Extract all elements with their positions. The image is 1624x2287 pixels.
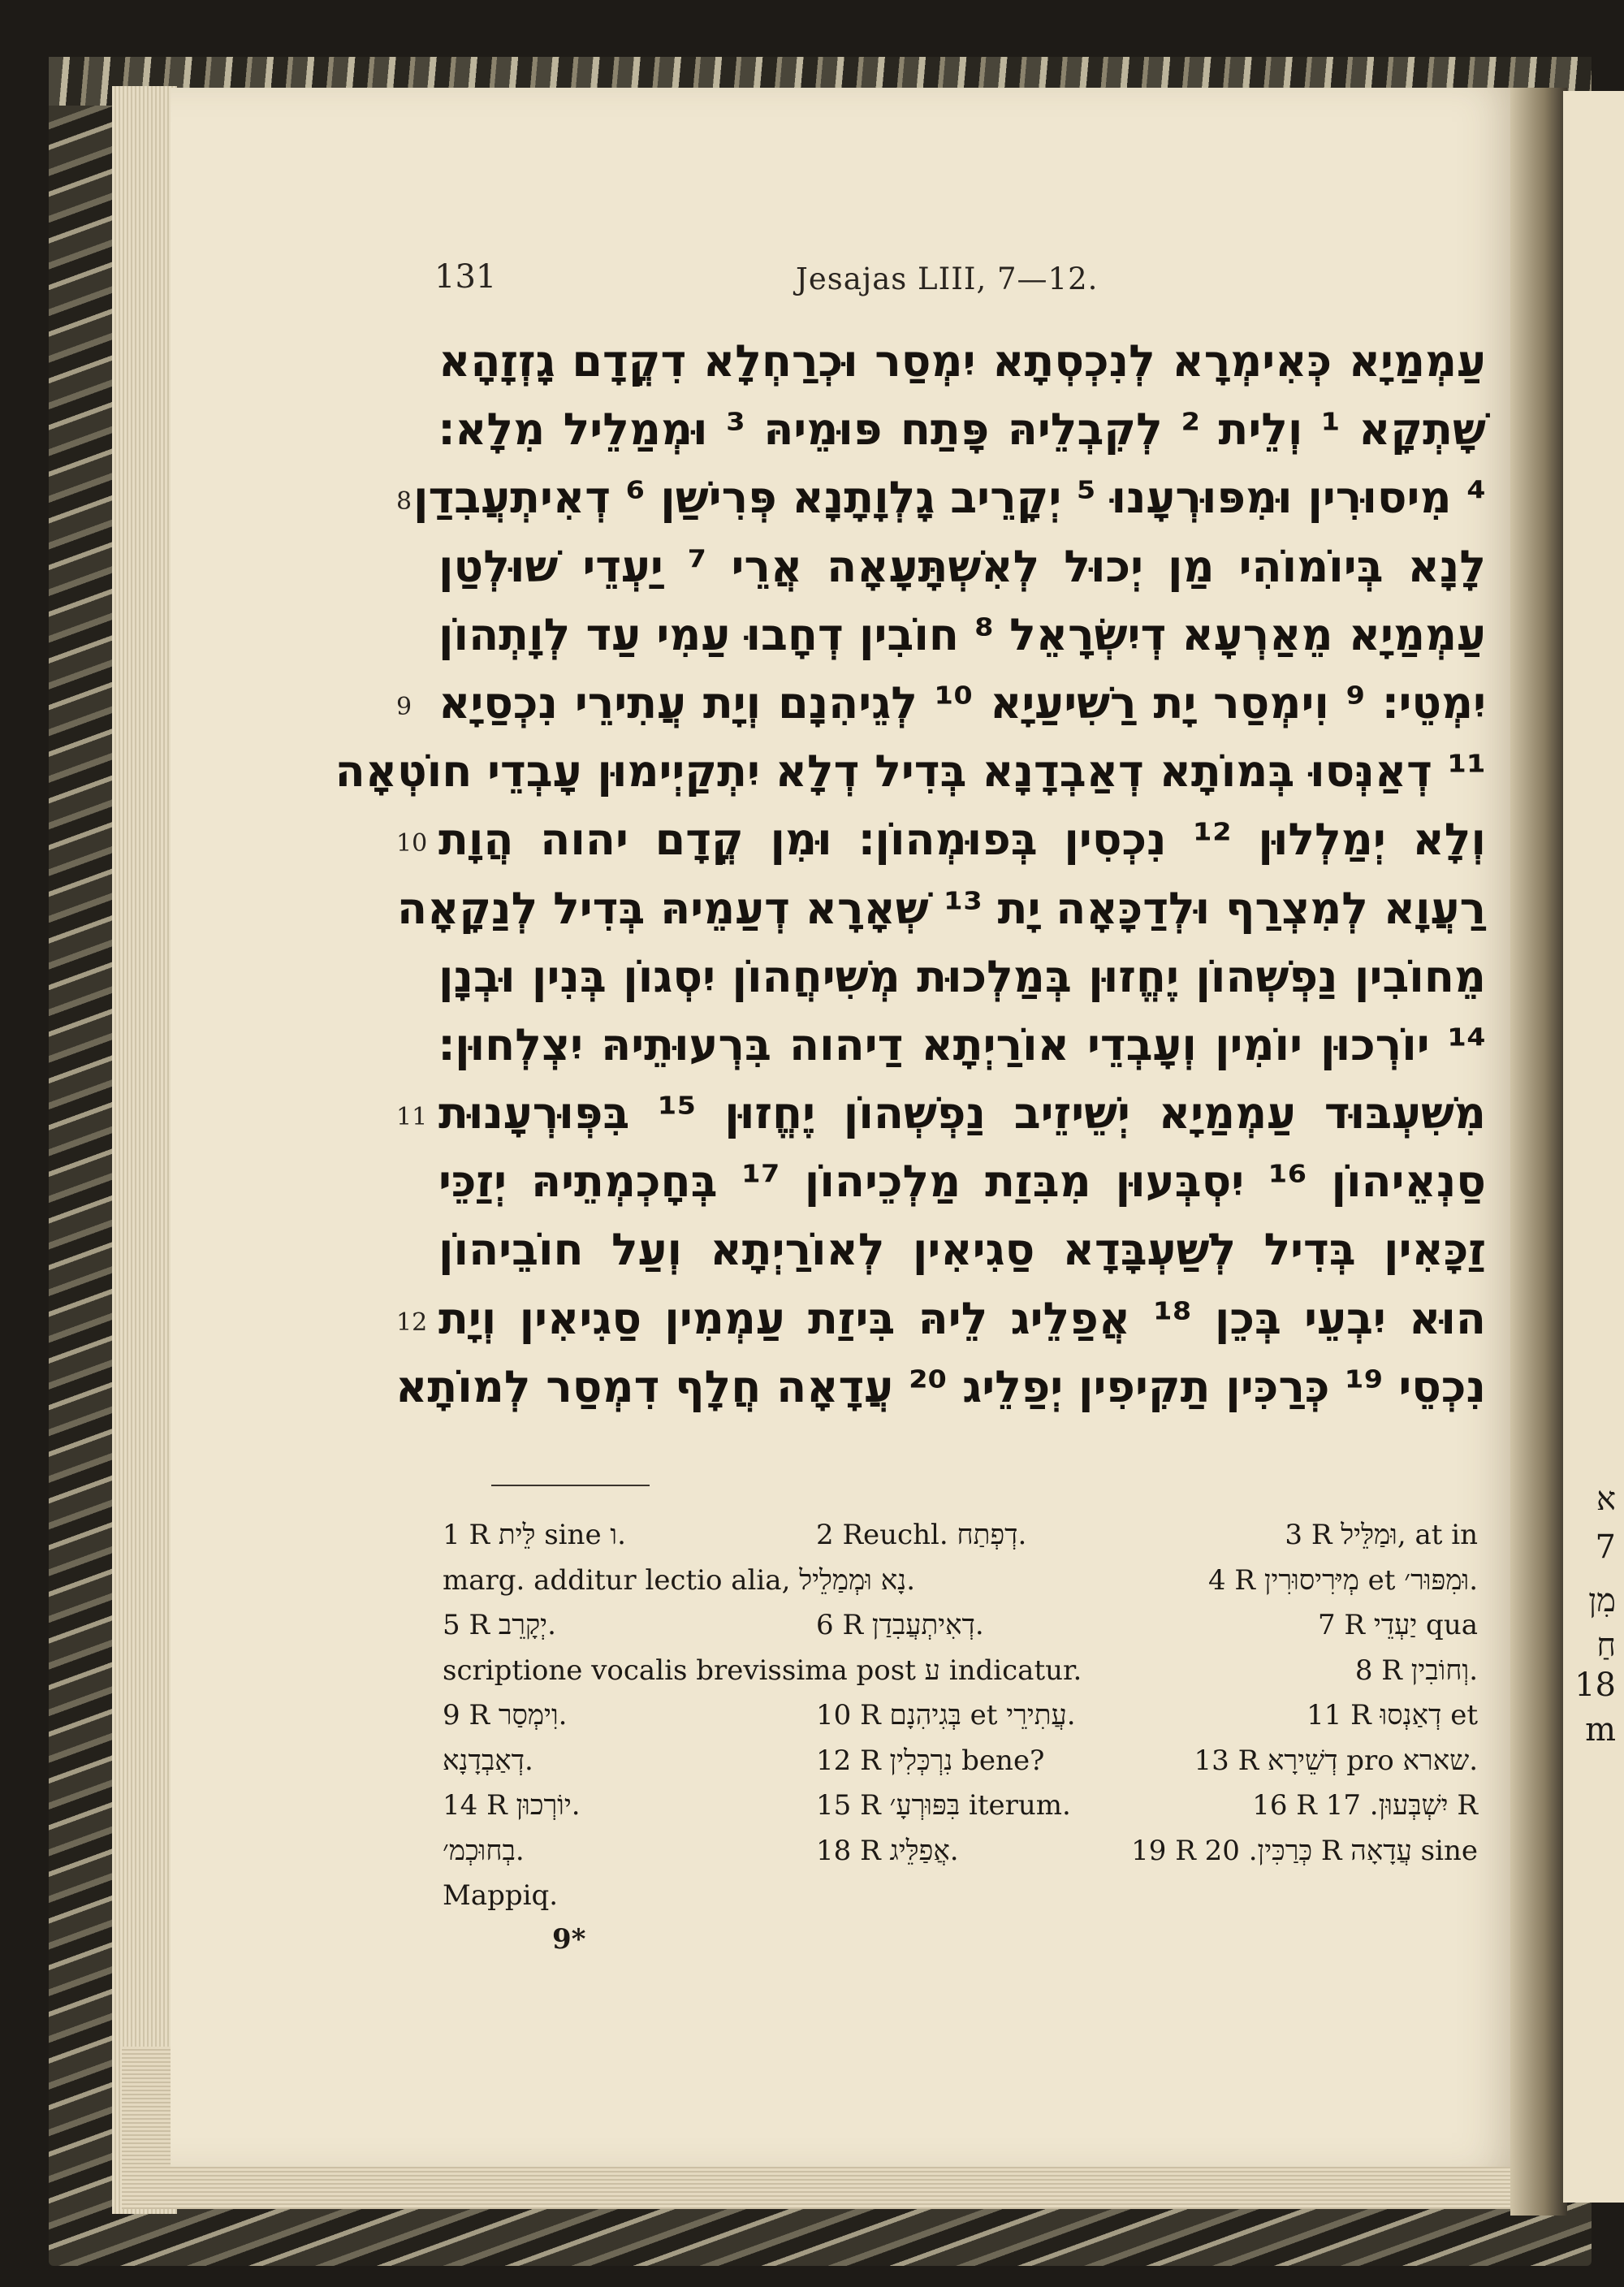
facing-page: [1563, 91, 1624, 2203]
text-line: [382, 1017, 1486, 1085]
footnote: Mappiq.: [443, 1879, 559, 1912]
hebrew-line: ⁴ מִיסוּרִין וּמִפּוּרְעָנוּ ⁵ יְקָרֵיב גָלְוָתָנָא פְּרִישַׁן ⁶ דְאִיתְעֲבִדַן: [413, 472, 1486, 524]
footnote: 14 R יוֹרְכוּן.: [443, 1789, 581, 1822]
footnote: 1 R לֵּית sine ו.: [443, 1519, 626, 1551]
footnote: בְחוּכְמ׳.: [443, 1834, 525, 1867]
verse-number: 9: [396, 692, 412, 721]
footnote-row: [443, 1835, 1478, 1880]
hebrew-line: עַמְמַיָא מֵאַרְעָא דְיִשְׂרָאֵל ⁸ חוֹבִין דְחָבוּ עַמִי עַד לְוָתְהוֹן: [438, 608, 1486, 660]
footnote: 5 R יְקָרֵב.: [443, 1609, 556, 1641]
footnote: 19 R כְּרַכִּין. 20 R עֲדָאָה sine: [1131, 1834, 1478, 1867]
footnote: 11 R דְאַנְסוּ et: [1307, 1699, 1478, 1731]
footnote: 6 R דְאִיתְעֲבִדַן.: [816, 1609, 984, 1641]
text-line: [382, 469, 1486, 538]
hebrew-line: ¹¹ דְאַנְּסוּ בְּמוֹתָא דְאַבְדָנָא בְּדִיל דְלָא יִתְקַיְימוּן עָבְדֵי חוֹטְאָה: [335, 746, 1486, 798]
hebrew-line: מִשִׁעְבּוּד עַמְמַיָא יְשֵׁיזֵיב נַפְשְׁהוֹן יֶחֱזוּן ¹⁵ בִּפְּוּרְעָנוּת: [438, 1087, 1487, 1139]
text-line: [382, 1153, 1486, 1221]
text-line: [382, 538, 1486, 607]
hebrew-line: ¹⁴ יוֹרְכוּן יוֹמִין וְעָבְדֵי אוֹרַיְתָא דַיהוה בִּרְעוּתֵיהּ יִצְלְחוּן׃: [438, 1018, 1486, 1070]
footnote: 3 R וּמַלֵּיל, at in: [1285, 1519, 1478, 1551]
hebrew-line: רַעֲוָא לְמִצְרַף וּלְדַכָּאָה יָת ¹³ שְׁאָרָא דְעַמֵיהּ בְּדִיל לְנַקָאָה: [396, 882, 1486, 934]
facing-page-fragment: חַ: [1596, 1627, 1616, 1664]
hebrew-line: מֵחוֹבִין נַפְשְׁהוֹן יֶחֱזוּן בְּמַלְכוּת מְשִׁיחֲהוֹן יִסְגוֹן בְּנִין וּבְנָן: [438, 950, 1486, 1002]
hebrew-line: יִמְטֵי׃ ⁹ וִימְסַר יָת רַשִׁיעַיָא ¹⁰ לְגֵיהִנָם וְיָת עֲתִירֵי נִכְסַיָא: [438, 677, 1487, 728]
running-title: Jesajas LIII, 7—12.: [796, 262, 1099, 296]
text-line: [382, 949, 1486, 1017]
text-line: [382, 675, 1486, 743]
book-gutter: [1510, 88, 1567, 2216]
text-line: [382, 811, 1486, 880]
text-line: [335, 743, 1486, 811]
footnotes: [443, 1519, 1478, 1925]
footnote-row: [443, 1789, 1478, 1835]
text-line: [382, 401, 1486, 469]
verse-number: 11: [396, 1103, 428, 1132]
facing-page-fragment: מִן: [1588, 1582, 1616, 1619]
footnote: scriptione vocalis brevissima post ע indicatur.: [443, 1654, 1082, 1687]
footnote: 18 R אֲפַלֵּיג.: [816, 1834, 959, 1867]
page-header: [434, 258, 1482, 299]
footnote-row: [443, 1699, 1478, 1744]
text-line: [382, 1085, 1486, 1153]
signature-mark: 9*: [552, 1923, 586, 1956]
footnote: 10 R בְּגִיהִנָם et עֲתִירֵי.: [816, 1699, 1076, 1731]
text-line: [382, 880, 1486, 949]
footnote: 8 R וְחוֹבִין.: [1354, 1654, 1478, 1687]
footnote-row: [443, 1879, 1478, 1925]
footnote-row: [443, 1609, 1478, 1654]
text-line: [382, 607, 1486, 675]
footnote: 15 R בִּפּוּרְעָ׳ iterum.: [816, 1789, 1071, 1822]
facing-page-fragment: m: [1585, 1711, 1616, 1749]
verse-number: 10: [396, 829, 428, 858]
verse-number: 12: [396, 1308, 428, 1337]
hebrew-line: שָׁתְקָא ¹ וְלֵית ² לְקִבְלֵיהּ פָּתַח פּוּמֵיהּ ³ וּמְמַלֵיל מִלָא׃: [438, 404, 1487, 456]
hebrew-line: עַמְמַיָא כְּאִימְרָא לְנִכְסְתָא יִמְסַר וּכְרַחְלָא דִקֳדָם גָזְזָהָא: [438, 335, 1486, 387]
text-line: [382, 1359, 1486, 1427]
footnote-row: [443, 1519, 1478, 1564]
footnote: 2 Reuchl. דְפְתַח.: [816, 1519, 1027, 1551]
facing-page-fragment: א: [1596, 1481, 1616, 1518]
footnote: 13 R דְשֵׁירָא pro שארא.: [1194, 1744, 1478, 1777]
page-stack-edge: [112, 86, 177, 2214]
footnote: 4 R מְיּרִיסוּרִין et וּמִפּוּר׳.: [1207, 1563, 1478, 1597]
text-line: [382, 1290, 1486, 1359]
hebrew-line: הוּא יִבְעֵי בְּכֵן ¹⁸ אֲפַלֵיג לֵיהּ בִּיזַת עַמְמִין סַגִיאִין וְיָת: [438, 1292, 1486, 1344]
facing-page-fragment: 18: [1574, 1667, 1616, 1704]
footnote: marg. additur lectio alia, נָא וּמְמַלֵיל.: [443, 1563, 916, 1597]
hebrew-line: נִכְסֵי ¹⁹ כְּרַכִּין תַקִיפִין יְפַלֵיג ²⁰ עֲדָאָה חֲלָף דִמְסַר לְמוֹתָא: [395, 1360, 1486, 1412]
verse-number: 8: [396, 487, 412, 517]
hebrew-line: וְלָא יְמַלְלוּן ¹² נִכְסִין בְּפוּמְהוֹן׃ וּמִן קֳדָם יהוה הֲוָת: [438, 814, 1486, 866]
footnote: דְאַבְדָנָא.: [443, 1744, 533, 1777]
hebrew-text-block: [335, 333, 1487, 1427]
text-line: [382, 333, 1486, 401]
footnote-row: [443, 1564, 1478, 1610]
facing-page-fragment: 7: [1595, 1528, 1616, 1566]
page-number: 131: [434, 258, 497, 296]
footnote-rule: [491, 1485, 650, 1486]
footnote: 16 R יִשְׁבְּעוּן. 17 R: [1252, 1789, 1478, 1822]
footnote-row: [443, 1654, 1478, 1700]
hebrew-line: לָנָא בְּיוֹמוֹהִי מַן יְכוּל לְאִשְׁתָּעָאָה אֲרֵי ⁷ יַעְדֵי שׁוּלְטַן: [438, 540, 1486, 592]
footnote: 7 R יַעְדֵי qua: [1317, 1609, 1478, 1641]
footnote-row: [443, 1744, 1478, 1790]
footnote: 9 R וִימְסַר.: [443, 1699, 568, 1731]
hebrew-line: זַכָּאִין בְּדִיל לְשַׁעְבָּדָא סַגִיאִין לְאוֹרַיְתָא וְעַל חוֹבֵיהוֹן: [438, 1224, 1486, 1276]
hebrew-line: סַנְאֵיהוֹן ¹⁶ יִסְבְּעוּן מִבִּזַת מַלְכֵיהוֹן ¹⁷ בְּחָכְמְתֵיהּ יְזַכֵּי: [438, 1156, 1487, 1208]
footnote: 12 R נִרְכְּלִין bene?: [816, 1744, 1045, 1777]
text-line: [382, 1221, 1486, 1290]
